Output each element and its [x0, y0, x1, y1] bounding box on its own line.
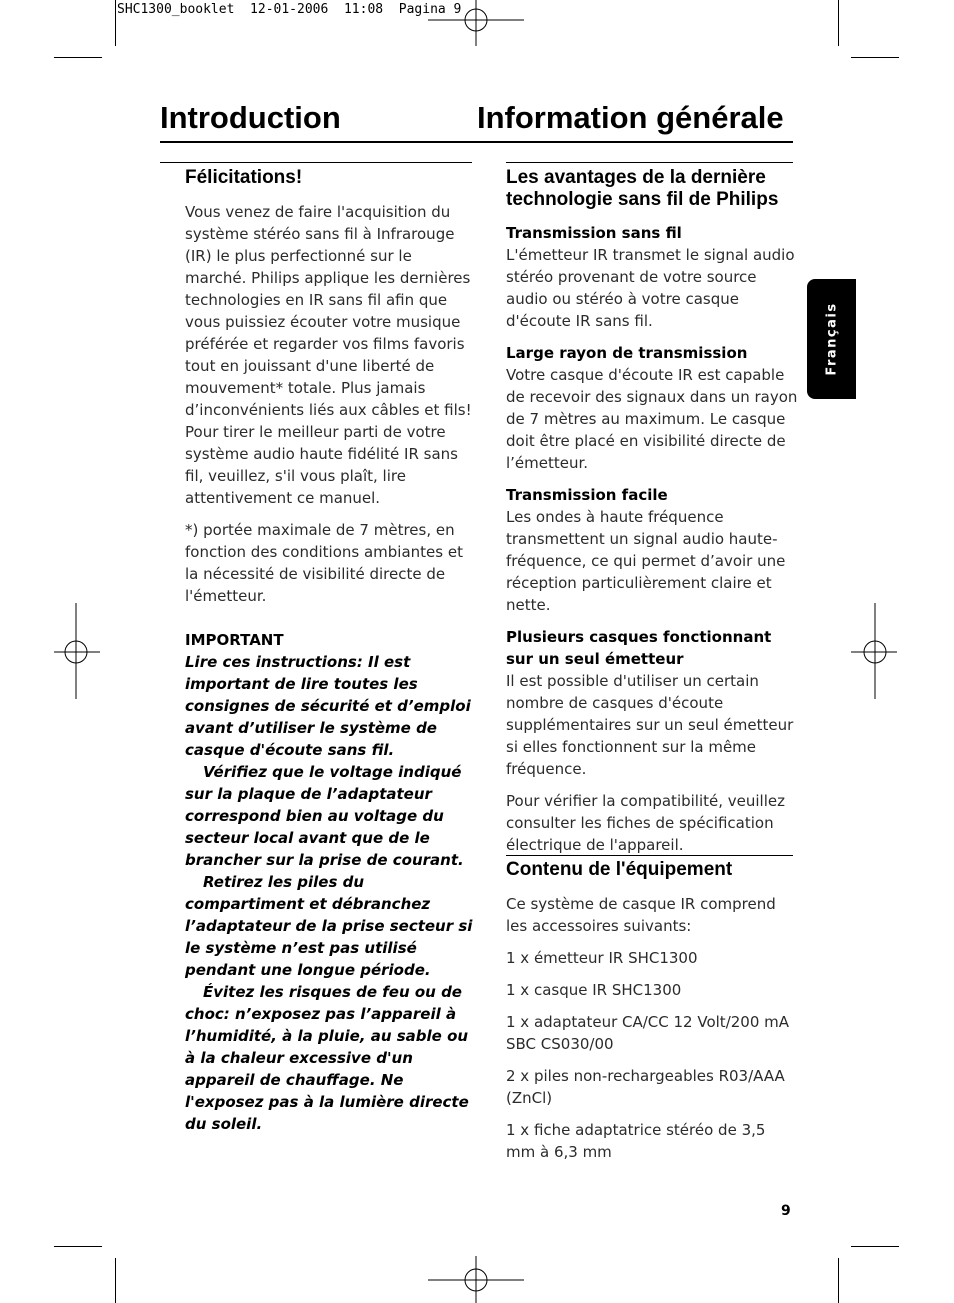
feature-title: Transmission facile: [506, 486, 668, 504]
section-rule: [506, 855, 793, 856]
language-tab: [807, 279, 856, 399]
crop-mark: [54, 57, 102, 58]
crop-mark: [115, 1258, 116, 1303]
page-number: 9: [781, 1203, 791, 1219]
feature-text: Votre casque d'écoute IR est capable de recevoir des signaux dans un rayon de 7 mètres au maximum. Le casque doit être placé en visibilité directe de l’émetteur.: [506, 366, 798, 472]
page-title-right: Information générale: [477, 100, 784, 135]
registration-mark-bottom: [428, 1256, 528, 1303]
feature-title: Transmission sans fil: [506, 224, 682, 242]
contents-item: 1 x adaptateur CA/CC 12 Volt/200 mA SBC CS030/00: [506, 1013, 790, 1053]
page-title-left: Introduction: [160, 100, 341, 135]
crop-mark: [851, 57, 899, 58]
contents-item: 2 x piles non-rechargeables R03/AAA (ZnCl): [506, 1067, 785, 1107]
right-column: [506, 167, 798, 866]
registration-mark-left: [52, 603, 102, 701]
feature-title: Plusieurs casques fonctionnant sur un seul émetteur: [506, 628, 772, 668]
registration-mark-right: [851, 603, 901, 701]
congratulations-heading: Félicitations!: [185, 167, 303, 188]
crop-mark: [115, 0, 116, 46]
crop-mark: [838, 1258, 839, 1303]
range-footnote: *) portée maximale de 7 mètres, en fonction des conditions ambiantes et la nécessité de visibilité directe de l'émetteur.: [185, 521, 463, 605]
important-paragraph: Lire ces instructions: Il est important de lire toutes les consignes de sécurité et d’emploi avant d’utiliser le système de casque d'écoute sans fil.: [185, 653, 471, 759]
section-rule: [160, 162, 472, 163]
feature-text: L'émetteur IR transmet le signal audio stéréo provenant de votre source audio ou stéréo à votre casque d'écoute IR sans fil.: [506, 246, 795, 330]
important-notice: [185, 629, 475, 1135]
registration-mark-top: [428, 0, 528, 48]
intro-paragraph: Vous venez de faire l'acquisition du système stéréo sans fil à Infrarouge (IR) le plus perfectionné sur le marché. Philips applique les dernières technologies en IR sans fil afin que vous puissiez écouter votre musique préférée et regarder vos films favoris tout en jouissant d'une liberté de mouvement* totale. Plus jamais d’inconvénients liés aux câbles et fils! Pour tirer le meilleur parti de votre système audio haute fidélité IR sans fil, veuillez, s'il vous plaît, lire attentivement ce manuel.: [185, 203, 472, 507]
contents-item: 1 x émetteur IR SHC1300: [506, 949, 698, 967]
contents-item: 1 x casque IR SHC1300: [506, 981, 682, 999]
contents-intro: Ce système de casque IR comprend les accessoires suivants:: [506, 895, 776, 935]
contents-section: [506, 859, 798, 1173]
important-paragraph: Évitez les risques de feu ou de choc: n’exposez pas l’appareil à l’humidité, à la pluie, au sable ou à la chaleur excessive d'un appareil de chauffage. Ne l'exposez pas à la lumière directe du soleil.: [185, 983, 469, 1133]
language-tab-label: Français: [824, 302, 839, 376]
important-paragraph: Vérifiez que le voltage indiqué sur la plaque de l’adaptateur correspond bien au voltage du secteur local avant que de le brancher sur la prise de courant.: [185, 763, 464, 869]
feature-text: Les ondes à haute fréquence transmettent un signal audio haute-fréquence, ce qui permet d’avoir une réception particulièrement claire et nette.: [506, 508, 786, 614]
left-column: [185, 167, 475, 617]
feature-text: Pour vérifier la compatibilité, veuillez consulter les fiches de spécification électrique de l'appareil.: [506, 792, 785, 854]
important-paragraph: Retirez les piles du compartiment et débranchez l’adaptateur de la prise secteur si le système n’est pas utilisé pendant une longue période.: [185, 873, 473, 979]
section-rule: [506, 162, 793, 163]
print-slug: SHC1300_booklet 12-01-2006 11:08 Pagina 9: [117, 2, 462, 17]
crop-mark: [838, 0, 839, 46]
feature-title: Large rayon de transmission: [506, 344, 748, 362]
title-rule: [160, 141, 793, 143]
crop-mark: [851, 1246, 899, 1247]
contents-heading: Contenu de l'équipement: [506, 859, 733, 880]
advantages-heading: Les avantages de la dernière technologie sans fil de Philips: [506, 167, 779, 210]
contents-item: 1 x fiche adaptatrice stéréo de 3,5 mm à 6,3 mm: [506, 1121, 766, 1161]
crop-mark: [54, 1246, 102, 1247]
important-heading: IMPORTANT: [185, 631, 284, 649]
feature-text: Il est possible d'utiliser un certain nombre de casques d'écoute supplémentaires sur un seul émetteur si elles fonctionnent sur la même fréquence.: [506, 672, 794, 778]
